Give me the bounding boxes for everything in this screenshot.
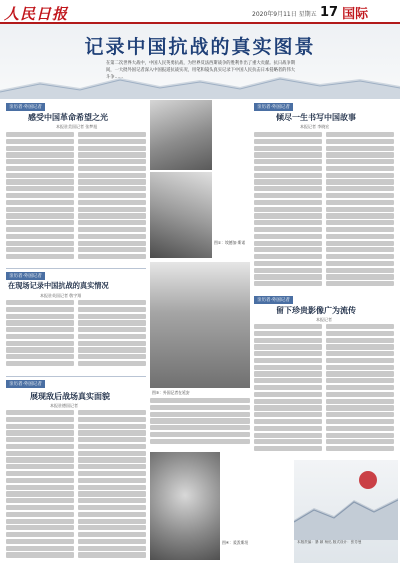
masthead <box>0 0 400 24</box>
portrait-photo <box>150 172 212 258</box>
great-wall-icon <box>294 460 398 540</box>
article-byline: 本报记者 李晓宏 <box>300 124 330 129</box>
article-body <box>150 398 250 448</box>
section-name: 国际 <box>342 6 369 22</box>
article-title: 展现敌后战场真实面貌 <box>30 392 110 401</box>
intro-text: 在第二次世界大战中，中国人民英勇抗战，为世界反法西斯战争的胜利作出了重大贡献。抗日战争期间，一大批外国记者深入中国报道抗战实况，用笔和镜头真实记录下中国人民抗击日本侵略者的伟大斗争…… <box>106 61 296 80</box>
article-byline: 本报记者 <box>316 317 332 322</box>
page-headline: 记录中国抗战的真实图景 <box>84 36 316 58</box>
portrait-photo <box>150 100 212 170</box>
article-label: 亲历者·外国记者 <box>6 103 45 111</box>
newspaper-logo: 人民日报 <box>4 5 69 23</box>
column-divider <box>6 376 146 377</box>
article-body <box>254 132 322 292</box>
article-body <box>326 132 394 292</box>
page-box <box>320 2 400 22</box>
article-byline: 本报驻英国记者 敬宇翔 <box>40 293 82 298</box>
article-body <box>6 300 74 372</box>
page-number: 17 <box>320 4 339 20</box>
article-title: 留下珍贵影像广为流传 <box>276 306 356 315</box>
group-photo <box>150 262 250 388</box>
dateline: 2020年9月11日 星期五 <box>252 11 317 18</box>
article-body <box>326 324 394 456</box>
photo-caption: 图③：外国记者在延安 <box>152 390 190 395</box>
article-body <box>78 132 146 264</box>
article-byline: 本报驻美国记者 张梦旭 <box>56 124 98 129</box>
article-body <box>78 410 146 560</box>
article-title: 倾尽一生书写中国故事 <box>276 113 356 122</box>
decorative-illustration <box>294 460 398 563</box>
article-label: 亲历者·外国记者 <box>6 380 45 388</box>
article-body <box>6 410 74 560</box>
editor-credits: 本版责编：暴 颖 杨迅 版式设计：张芳曼 <box>297 540 362 544</box>
article-label: 亲历者·外国记者 <box>254 296 293 304</box>
article-label: 亲历者·外国记者 <box>6 272 45 280</box>
article-title: 感受中国革命希望之光 <box>28 113 108 122</box>
column-divider <box>6 268 146 269</box>
article-byline: 本报驻德国记者 <box>50 403 78 408</box>
photo-caption: 图①：埃德加·斯诺 <box>214 240 246 245</box>
article-body <box>78 300 146 372</box>
headline-banner <box>0 24 400 99</box>
article-body <box>254 324 322 456</box>
portrait-photo <box>150 452 220 560</box>
photo-caption: 图④：爱泼斯坦 <box>222 540 249 545</box>
article-title: 在现场记录中国抗战的真实情况 <box>8 281 109 290</box>
article-label: 亲历者·外国记者 <box>254 103 293 111</box>
article-body <box>6 132 74 264</box>
